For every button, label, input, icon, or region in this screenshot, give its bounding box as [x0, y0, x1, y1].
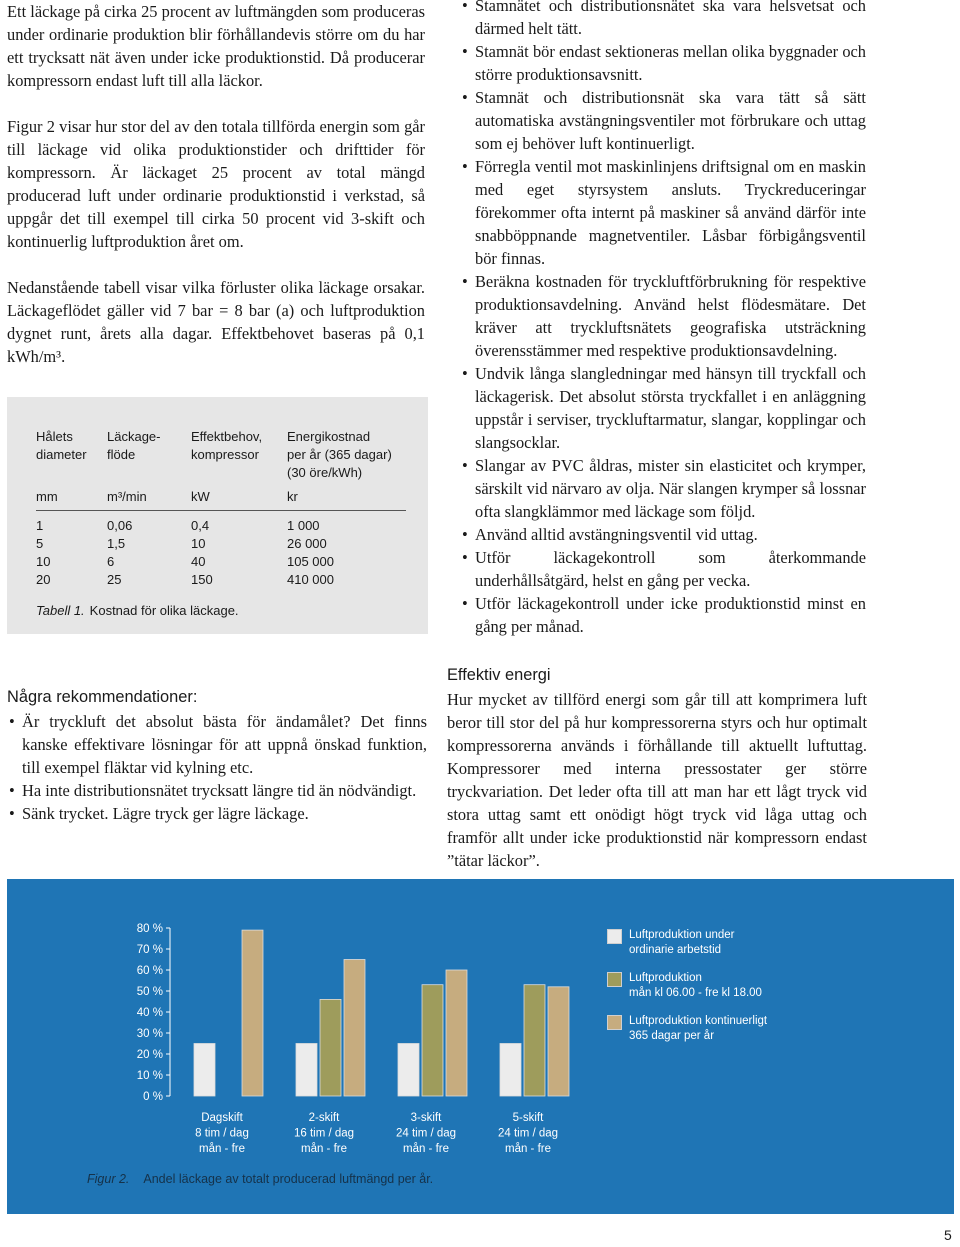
recommendations-list	[7, 710, 427, 825]
y-tick-label: 70 %	[136, 944, 163, 956]
bullet-icon: •	[462, 157, 468, 176]
list-item: • Stamnätet och distributionsnätet ska vara helsvetsat och därmed helt tätt.	[460, 0, 866, 40]
list-item: • Utför läckagekontroll som återkommande underhållsåtgärd, helst en gång per vecka.	[462, 548, 866, 590]
legend-item: Luftproduktion kontinuerligt 365 dagar per år	[607, 1014, 829, 1044]
legend-swatch	[607, 1015, 622, 1030]
list-item: • Utför läckagekontroll under icke produktionstid minst en gång per månad.	[462, 594, 866, 636]
body-paragraph-3: Nedanstående tabell visar vilka förluster olika läckage orsakar. Läckageflödet gäller vid 7 bar = 8 bar (a) och luftproduktion dygnet runt, årets alla dagar. Effektbehovet baseras på 0,1 kWh/m³.	[7, 278, 425, 366]
effective-energy-section	[447, 664, 867, 872]
list-item: • Sänk trycket. Lägre tryck ger lägre läckage.	[9, 804, 309, 823]
page-number: 5	[944, 1227, 952, 1243]
x-category-label: mån - fre	[300, 1143, 348, 1155]
x-category-label: 16 tim / dag	[293, 1127, 355, 1140]
y-tick-label: 40 %	[136, 1007, 163, 1019]
table-header-cell: Läckage- flöde	[107, 429, 161, 462]
recommendations-section	[7, 686, 427, 825]
bullet-icon: •	[462, 88, 468, 107]
right-column	[460, 0, 866, 638]
bullet-icon: •	[462, 525, 468, 544]
chart-legend	[607, 928, 829, 1057]
table-row: 10 6 40 105 000	[36, 554, 334, 569]
list-item: • Förregla ventil mot maskinlinjens driftsignal om en maskin med eget styrsystem ansluts. Tryckreduceringar förekommer ofta internt på maskiner så använd därför inte snabböppnande magnetventiler. Låsbar förbigångsventil bör finnas.	[462, 157, 866, 268]
table-row: 20 25 150 410 000	[36, 572, 334, 587]
table-header-cell: Energikostnad per år (365 dagar) (30 öre/kWh)	[287, 429, 392, 480]
bullet-icon: •	[462, 594, 468, 613]
bullet-icon: •	[462, 272, 468, 291]
list-item: • Slangar av PVC åldras, mister sin elasticitet och krymper, särskilt vid närvaro av olja. När slangen krymper så lossnar ofta slangklämmor med läckage som följd.	[462, 456, 866, 521]
x-category-label: 24 tim / dag	[497, 1127, 559, 1140]
list-item: • Stamnät och distributionsnät ska vara tätt så sätt automatiska avstängningsventiler mot förbrukare och uttag som ej behöver luft kontinuerligt.	[462, 88, 866, 153]
bullet-icon: •	[462, 0, 468, 15]
x-category-label: 24 tim / dag	[395, 1127, 457, 1140]
list-item: • Beräkna kostnaden för tryckluftförbrukning för respektive produktionsavdelning. Använd helst flödesmätare. Det kräver att tryckluftsnätets geografiska utsträckning överensstämmer med respektive produktionsavdelning.	[462, 272, 866, 360]
x-category-label: mån - fre	[504, 1143, 552, 1155]
list-item: • Undvik långa slangledningar med hänsyn till tryckfall och läckagerisk. Det absolut största tryckfallet i en anläggning uppstår i serviser, tryckluftarmatur, slangar, kopplingar och slangsocklar.	[462, 364, 866, 452]
body-paragraph-1: Ett läckage på cirka 25 procent av luftmängden som produceras under ordinarie produktion blir förhållandevis större om du har ett trycksatt nät även under icke produktionstid. Då producerar kompressorn endast luft till alla läckor.	[7, 2, 425, 90]
x-category-label: mån - fre	[402, 1143, 450, 1155]
y-tick-label: 80 %	[136, 923, 163, 935]
y-tick-label: 10 %	[136, 1070, 163, 1082]
table-header-cell: Effektbehov, kompressor	[191, 429, 263, 462]
leak-cost-table	[36, 428, 406, 589]
table-row: 1 0,06 0,4 1 000	[36, 518, 320, 533]
table-units-row	[36, 488, 406, 511]
y-tick-label: 20 %	[136, 1049, 163, 1061]
bullet-icon: •	[9, 804, 15, 823]
bullet-icon: •	[462, 548, 468, 567]
table-header-cell: Hålets diameter	[36, 429, 87, 462]
legend-item: Luftproduktion under ordinarie arbetstid	[607, 928, 829, 958]
legend-swatch	[607, 929, 622, 944]
table-unit-cell: kr	[287, 489, 298, 504]
list-item: • Är tryckluft det absolut bästa för ändamålet? Det finns kanske effektivare lösningar för att uppnå önskad funktion, till exempel fläktar vid kylning etc.	[9, 712, 427, 777]
bullet-icon: •	[462, 456, 468, 475]
legend-swatch	[607, 972, 622, 987]
table-unit-cell: mm	[36, 489, 58, 504]
table-unit-cell: kW	[191, 489, 210, 504]
x-category-label: 8 tim / dag	[195, 1127, 249, 1140]
bullet-icon: •	[462, 42, 468, 61]
y-tick-label: 0 %	[143, 1091, 163, 1103]
x-category-label: 5-skift	[512, 1112, 544, 1124]
list-item: • Ha inte distributionsnätet trycksatt längre tid än nödvändigt.	[9, 781, 417, 800]
bullet-icon: •	[9, 712, 15, 731]
bullet-icon: •	[462, 364, 468, 383]
effective-energy-heading: Effektiv energi	[447, 666, 551, 684]
legend-item: Luftproduktion mån kl 06.00 - fre kl 18.00	[607, 971, 829, 1001]
x-category-label: 3-skift	[410, 1112, 442, 1124]
recommendations-heading: Några rekommendationer:	[7, 688, 198, 706]
x-category-label: Dagskift	[201, 1112, 243, 1124]
list-item: • Stamnät bör endast sektioneras mellan olika byggnader och större produktionsavsnitt.	[462, 42, 866, 84]
figure-caption: Figur 2. Andel läckage av totalt producerad luftmängd per år.	[87, 1172, 434, 1186]
left-column	[7, 0, 425, 368]
table-caption: Tabell 1. Kostnad för olika läckage.	[36, 603, 239, 618]
x-category-label: 2-skift	[308, 1112, 340, 1124]
network-advice-list	[460, 0, 866, 638]
table-unit-cell: m³/min	[107, 489, 147, 504]
effective-energy-body: Hur mycket av tillförd energi som går till att komprimera luft beror till stor del på hur kompressorerna styrs och hur optimalt kompressorerna används i förhållande till aktuellt luftuttag. Kompressorer med interna pressostater ger större tryckvariation. Det leder ofta till att man har ett lågt tryck vid stora uttag samt ett onödigt högt tryck vid låga uttag och framför allt under icke produktionstid när kompressorn endast ”tätar läckor”.	[447, 690, 867, 870]
y-tick-label: 30 %	[136, 1028, 163, 1040]
leak-cost-table-panel	[7, 397, 428, 634]
body-paragraph-2: Figur 2 visar hur stor del av den totala tillförda energin som går till läckage vid olika produktionstider och drifttider för kompressorn. Är läckaget 25 procent av total mängd producerad luft under ordinarie produktionstid i verkstad, så uppgår det till exempel till cirka 50 procent vid 3-skift och kontinuerlig luftproduktion året om.	[7, 117, 425, 251]
table-row: 5 1,5 10 26 000	[36, 536, 327, 551]
table-header-row	[36, 428, 406, 482]
x-category-label: mån - fre	[198, 1143, 246, 1155]
list-item: • Använd alltid avstängningsventil vid uttag.	[462, 525, 758, 544]
bullet-icon: •	[9, 781, 15, 800]
y-tick-label: 50 %	[136, 986, 163, 998]
y-tick-label: 60 %	[136, 965, 163, 977]
